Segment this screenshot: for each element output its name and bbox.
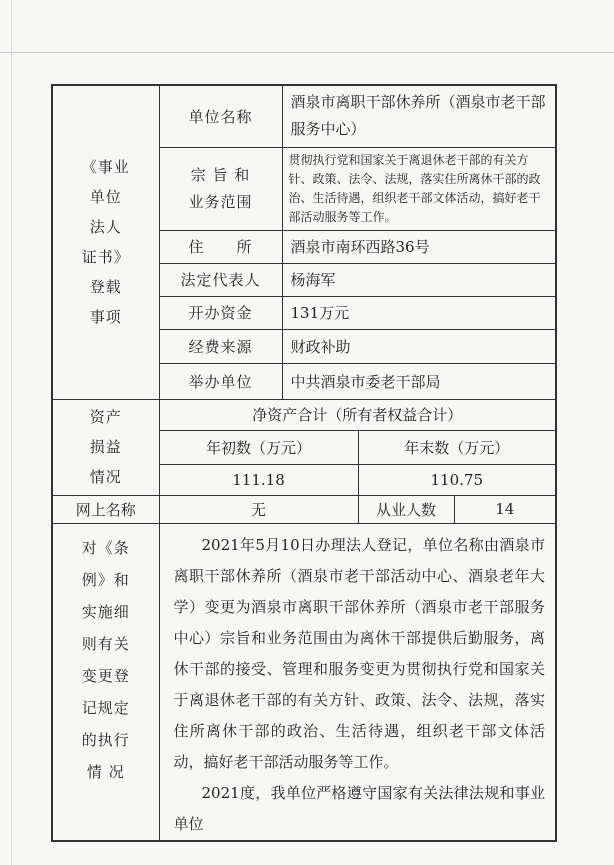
- purpose-scope-value: 贯彻执行党和国家关于离退休老干部的有关方针、政策、法令、法规，落实住所离休干部的政治、生活待遇，组织老干部文体活动，搞好老干部活动服务等工作。: [282, 147, 556, 230]
- capital-value: 131万元: [282, 296, 556, 329]
- address-value: 酒泉市南环西路36号: [282, 230, 556, 263]
- unit-name-value: 酒泉市离职干部休养所（酒泉市老干部服务中心）: [282, 85, 556, 147]
- online-name-value: 无: [159, 495, 358, 523]
- sponsor-value: 中共酒泉市委老干部局: [282, 363, 556, 399]
- annual-report-table: [51, 84, 557, 842]
- begin-year-value: 111.18: [159, 464, 358, 495]
- address-label: 住 所: [159, 230, 282, 263]
- funding-source-label: 经费来源: [159, 329, 282, 363]
- legal-rep-label: 法定代表人: [159, 263, 282, 296]
- funding-source-value: 财政补助: [282, 329, 556, 363]
- net-assets-header: 净资产合计（所有者权益合计）: [159, 399, 556, 430]
- capital-label: 开办资金: [159, 296, 282, 329]
- end-year-header: 年末数（万元）: [358, 430, 556, 464]
- legal-rep-value: 杨海军: [282, 263, 556, 296]
- execution-paragraph: 2021年5月10日办理法人登记，单位名称由酒泉市离职干部休养所（酒泉市老干部活动中心、酒泉老年大学）变更为酒泉市离职干部休养所（酒泉市老干部服务中心）宗旨和业务范围由为离休干部提供后勤服务，离休干部的接受、管理和服务变更为贯彻执行党和国家关于离退休老干部的有关方针、政策、法令、法规，落实住所离休干部的政治、生活待遇，组织老干部文体活动，搞好老干部活动服务等工作。: [173, 535, 545, 771]
- purpose-scope-label: 宗 旨 和 业务范围: [159, 147, 282, 230]
- online-name-label: 网上名称: [52, 495, 159, 523]
- unit-name-label: 单位名称: [159, 85, 282, 147]
- scan-edge-line: [0, 52, 614, 53]
- execution-text: [159, 523, 556, 841]
- registration-section-title: 《事业 单位 法人 证书》 登载 事项: [52, 85, 159, 399]
- execution-section-title: 对《条 例》和 实施细 则有关 变更登 记规定 的执行 情 况: [52, 523, 159, 841]
- scan-margin-line: [11, 0, 12, 865]
- staff-count-label: 从业人数: [358, 495, 454, 523]
- assets-section-title: 资产 损益 情况: [52, 399, 159, 495]
- sponsor-label: 举办单位: [159, 363, 282, 399]
- end-year-value: 110.75: [358, 464, 556, 495]
- staff-count-value: 14: [454, 495, 556, 523]
- execution-paragraph: 2021度，我单位严格遵守国家有关法律法规和事业单位: [173, 783, 545, 833]
- begin-year-header: 年初数（万元）: [159, 430, 358, 464]
